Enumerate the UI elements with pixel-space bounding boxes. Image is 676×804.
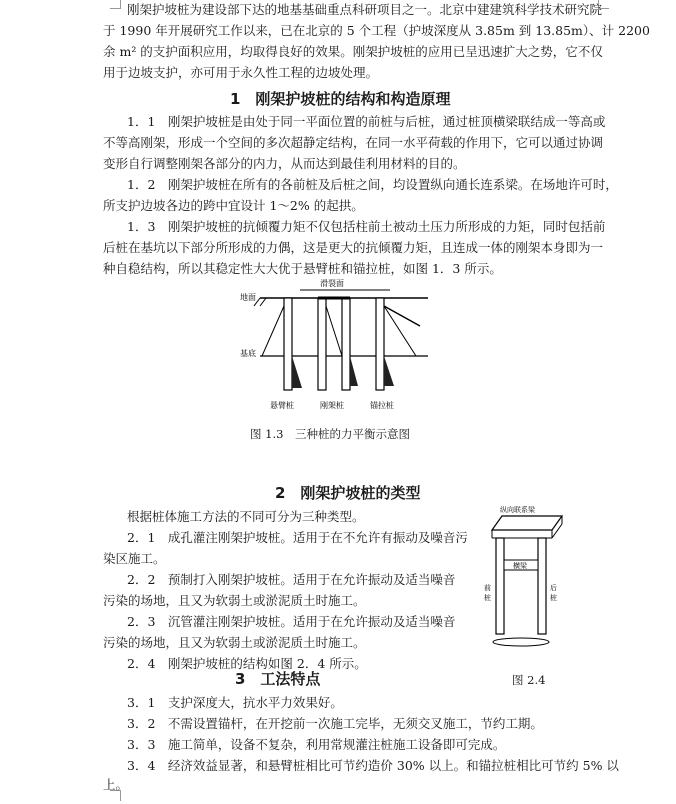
section-1-line: 1．1 刚架护坡桩是由处于同一平面位置的前桩与后桩，通过桩顶横梁联结成一等高或 <box>127 114 606 129</box>
label-ground: 地面 <box>240 293 256 302</box>
section-2-line: 2．2 预制打入刚架护坡桩。适用于在允许振动及适当噪音 <box>127 572 456 587</box>
figure-2-4-caption: 图 2.4 <box>512 673 546 687</box>
section-2-line: 2．3 沉管灌注刚架护坡桩。适用于在允许振动及适当噪音 <box>127 614 456 629</box>
section-1-line: 后桩在基坑以下部分所形成的力偶，这是更大的抗倾覆力矩，且连成一体的刚架本身即为一 <box>103 240 604 255</box>
figure-1-3-caption: 图 1.3 三种桩的力平衡示意图 <box>250 427 410 441</box>
section-2-heading: 2 刚架护坡桩的类型 <box>275 484 421 502</box>
intro-line-2: 于 1990 年开展研究工作以来，已在北京的 5 个工程（护坡深度从 3.85m 到 13.85m）、计 2200 <box>103 23 650 38</box>
label-slide-surface: 滑裂面 <box>320 279 344 288</box>
section-2-line: 污染的场地，且又为软弱土或淤泥质土时施工。 <box>103 593 366 608</box>
section-2-line: 染区施工。 <box>103 551 166 566</box>
section-3-line: 3．4 经济效益显著，和悬臂桩相比可节约造价 30% 以上。和锚拉桩相比可节约 5% 以 <box>127 758 619 773</box>
label-crossbeam: 横梁 <box>513 562 527 570</box>
section-1-line: 不等高刚架，形成一个空间的多次超静定结构，在同一水平荷载的作用下，它可以通过协调 <box>103 135 604 150</box>
section-1-line: 变形自行调整刚架各部分的内力，从而达到最佳利用材料的目的。 <box>103 156 466 171</box>
label-cantilever-pile: 悬臂桩 <box>270 401 294 410</box>
section-1-heading: 1 刚架护坡桩的结构和构造原理 <box>230 90 451 108</box>
section-3-line: 3．2 不需设置锚杆，在开挖前一次施工完毕，无须交叉施工，节约工期。 <box>127 716 543 731</box>
intro-line-3: 余 m² 的支护面积应用，均取得良好的效果。刚架护坡桩的应用已呈迅速扩大之势，它不仅 <box>103 44 603 59</box>
section-2-line: 2．4 刚架护坡桩的结构如图 2．4 所示。 <box>127 656 367 671</box>
label-longitudinal-beam: 纵向联系梁 <box>500 506 535 514</box>
figure-1-3-diagram <box>240 276 450 416</box>
section-3-line: 上。 <box>103 777 129 792</box>
section-1-line: 1．3 刚架护坡桩的抗倾覆力矩不仅包括柱前土被动土压力所形成的力矩，同时包括前 <box>127 219 606 234</box>
intro-line-1: 刚架护坡桩为建设部下达的地基基础重点科研项目之一。北京中建建筑科学技术研究院 <box>127 2 603 17</box>
figure-2-4-diagram <box>480 500 580 660</box>
label-frame-pile: 刚架桩 <box>320 401 344 410</box>
section-3-line: 3．1 支护深度大，抗水平力效果好。 <box>127 695 343 710</box>
label-back-pile-2: 桩 <box>550 594 557 602</box>
label-front-pile-1: 前 <box>484 584 491 592</box>
section-1-line: 种自稳结构，所以其稳定性大大优于悬臂桩和锚拉桩，如图 1．3 所示。 <box>103 261 502 276</box>
section-2-line: 根据桩体施工方法的不同可分为三种类型。 <box>127 509 365 524</box>
section-2-line: 2．1 成孔灌注刚架护坡桩。适用于在不允许有振动及噪音污 <box>127 530 468 545</box>
section-1-line: 所支护边坡各边的跨中宜设计 1～2% 的起拱。 <box>103 198 364 213</box>
section-3-heading: 3 工法特点 <box>235 670 321 688</box>
section-3-line: 3．3 施工简单，设备不复杂，利用常规灌注桩施工设备即可完成。 <box>127 737 506 752</box>
section-2-line: 污染的场地，且又为软弱土或淤泥质土时施工。 <box>103 635 366 650</box>
label-back-pile-1: 后 <box>550 584 557 592</box>
corner-mark-top-left <box>110 0 121 9</box>
section-1-line: 1．2 刚架护坡桩在所有的各前桩及后桩之间，均设置纵向通长连系梁。在场地许可时， <box>127 177 618 192</box>
label-front-pile-2: 桩 <box>484 594 491 602</box>
label-pit-base: 基底 <box>240 349 256 358</box>
label-anchor-pile: 锚拉桩 <box>370 401 394 410</box>
intro-line-4: 用于边坡支护，亦可用于永久性工程的边坡处理。 <box>103 65 379 80</box>
